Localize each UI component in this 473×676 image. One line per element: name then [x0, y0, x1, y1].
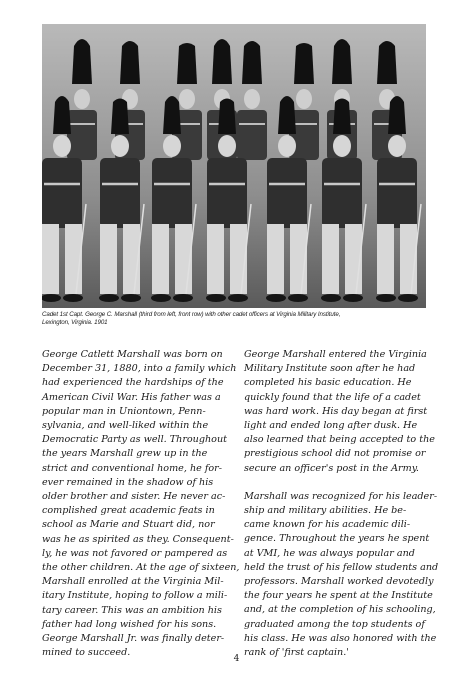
body-line: the four years he spent at the Institute	[244, 590, 433, 602]
cadet-uniform	[67, 110, 97, 160]
body-line: itary Institute, hoping to follow a mili-	[42, 590, 228, 602]
body-line: quickly found that the life of a cadet	[244, 391, 421, 403]
body-line: the other children. At the age of sixteen,	[42, 562, 240, 574]
body-line: tary career. This was an ambition his	[42, 604, 222, 616]
body-line: ever remained in the shadow of his	[42, 476, 214, 488]
cadet-face	[163, 135, 181, 157]
cadet-trousers	[100, 224, 117, 294]
body-line: December 31, 1880, into a family which	[42, 363, 237, 375]
body-line: completed his basic education. He	[244, 377, 412, 389]
cadet-plume	[278, 96, 296, 134]
cadet-plume	[294, 43, 314, 84]
body-line: strict and conventional home, he for-	[42, 462, 223, 474]
cadet-shoe	[206, 294, 226, 302]
cadet-plume	[72, 39, 92, 84]
cadet-trousers	[377, 224, 394, 294]
cadet-uniform	[152, 158, 192, 228]
cadet-plume	[177, 43, 197, 84]
body-line: and, at the completion of his schooling,	[244, 604, 436, 616]
cadet-uniform	[237, 110, 267, 160]
body-line: ship and military abilities. He be-	[244, 505, 407, 517]
body-line: had experienced the hardships of the	[42, 377, 224, 389]
cadet-face	[179, 89, 195, 109]
cadet-shoe	[288, 294, 308, 302]
body-line: was hard work. His day began at first	[244, 405, 428, 417]
cadet-shoe	[121, 294, 141, 302]
cadet-plume	[333, 99, 351, 135]
body-line: rank of 'first captain.'	[244, 647, 349, 659]
cadet-plume	[242, 41, 262, 84]
body-line: George Marshall Jr. was finally deter-	[42, 633, 225, 645]
paragraph-leadership	[244, 490, 439, 660]
cadet-face	[53, 135, 71, 157]
body-line: Military Institute soon after he had	[244, 363, 416, 375]
cadet-plume	[218, 99, 236, 135]
paragraph-vmi-entry	[244, 348, 435, 476]
body-line: professors. Marshall worked devotedly	[244, 576, 434, 588]
cadet-shoe	[173, 294, 193, 302]
cadet-plume	[212, 39, 232, 84]
body-line: graduated among the top students of	[244, 618, 425, 630]
cadet-face	[388, 135, 406, 157]
cadet-plume	[388, 96, 406, 134]
body-line: older brother and sister. He never ac-	[42, 491, 226, 503]
cadet-trousers	[42, 224, 59, 294]
body-line: at VMI, he was always popular and	[244, 547, 415, 559]
body-line: father had long wished for his sons.	[42, 618, 217, 630]
body-line: complished great academic feats in	[42, 505, 215, 517]
cadet-officers-photo	[42, 24, 426, 308]
cadet-trousers	[207, 224, 224, 294]
cadet-trousers	[152, 224, 169, 294]
cadet-face	[111, 135, 129, 157]
cadet-face	[278, 135, 296, 157]
body-line: school as Marie and Stuart did, nor	[42, 519, 215, 531]
body-line: light and ended long after dusk. He	[244, 420, 418, 432]
cadet-shoe	[321, 294, 341, 302]
photo-caption	[42, 311, 428, 328]
cadet-plume	[377, 41, 397, 84]
cadet-face	[333, 135, 351, 157]
body-line: was he as spirited as they. Consequent-	[42, 533, 234, 545]
body-line: prestigious school did not promise or	[244, 448, 426, 460]
cadet-uniform	[100, 158, 140, 228]
left-text-column	[42, 348, 240, 660]
body-line: American Civil War. His father was a	[42, 391, 221, 403]
cadet-plume	[53, 96, 71, 134]
caption-line-2: Lexington, Virginia. 1901	[42, 319, 108, 327]
body-line: came known for his academic dili-	[244, 519, 411, 531]
cadet-uniform	[322, 158, 362, 228]
right-text-column	[244, 348, 439, 660]
body-line: George Catlett Marshall was born on	[42, 349, 223, 360]
body-line: mined to succeed.	[42, 647, 131, 659]
cadet-shoe	[63, 294, 83, 302]
cadet-plume	[111, 99, 129, 135]
body-line: George Marshall entered the Virginia	[244, 349, 427, 360]
body-line: also learned that being accepted to the	[244, 434, 435, 446]
cadet-shoe	[228, 294, 248, 302]
cadet-uniform	[377, 158, 417, 228]
cadet-uniform	[207, 158, 247, 228]
body-line: gence. Throughout the years he spent	[244, 533, 430, 545]
body-line: Democratic Party as well. Throughout	[42, 434, 227, 446]
cadet-shoe	[151, 294, 171, 302]
body-line: his class. He was also honored with the	[244, 632, 437, 644]
body-line: sylvania, and well-liked within the	[42, 420, 209, 432]
cadet-face	[296, 89, 312, 109]
cadet-trousers	[322, 224, 339, 294]
caption-line-1: Cadet 1st Capt. George C. Marshall (third from left, front row) with other cadet officers at Virginia Military Institute,	[42, 311, 341, 318]
body-line: held the trust of his fellow students and	[244, 561, 439, 573]
page-number: 4	[233, 654, 240, 664]
body-line: secure an officer's post in the Army.	[244, 462, 419, 474]
cadet-uniform	[42, 158, 82, 228]
cadet-plume	[163, 96, 181, 134]
cadet-trousers	[267, 224, 284, 294]
cadet-face	[74, 89, 90, 109]
body-line: the years Marshall grew up in the	[42, 448, 208, 460]
body-line: Marshall enrolled at the Virginia Mil-	[42, 576, 224, 588]
cadet-plume	[332, 39, 352, 84]
body-line: Marshall was recognized for his leader-	[244, 490, 438, 502]
cadet-shoe	[376, 294, 396, 302]
body-line: popular man in Uniontown, Penn-	[42, 405, 206, 417]
cadets-group-illustration	[42, 24, 426, 308]
cadet-face	[218, 135, 236, 157]
cadet-shoe	[343, 294, 363, 302]
body-line: ly, he was not favored or pampered as	[42, 547, 228, 559]
cadet-face	[244, 89, 260, 109]
cadet-uniform	[267, 158, 307, 228]
cadet-plume	[120, 41, 140, 84]
cadet-shoe	[99, 294, 119, 302]
cadet-shoe	[398, 294, 418, 302]
cadet-shoe	[266, 294, 286, 302]
